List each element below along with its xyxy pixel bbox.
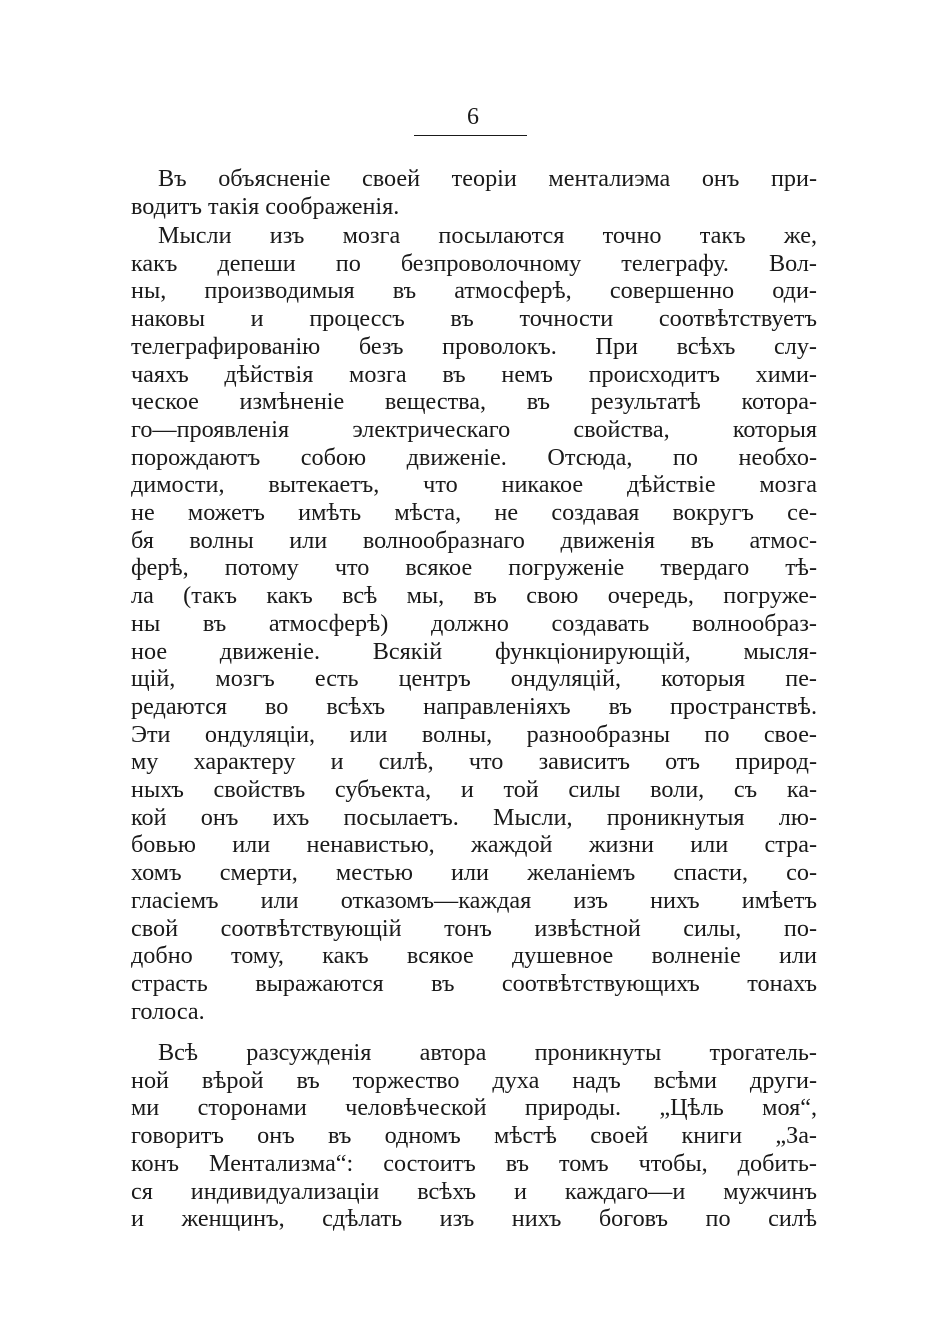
text-line: ныхъ свойствъ субъекта, и той силы воли, съ ка- — [131, 776, 817, 803]
text-line: ны, производимыя въ атмосферѣ, совершенно оди- — [131, 277, 817, 305]
text-line: Въ объясненіе своей теоріи менталиэма онъ при- — [158, 165, 817, 192]
text-line: наковы и процессъ въ точности соотвѣтствуетъ — [131, 305, 817, 333]
text-line: ся индивидуализаціи всѣхъ и каждаго—и мужчинъ — [131, 1177, 817, 1205]
text-line: водитъ такія соображенія. — [131, 192, 400, 220]
text-line: хомъ смерти, местью или желаніемъ спасти, со- — [131, 859, 817, 887]
text-line: кой онъ ихъ посылаетъ. Мысли, проникнутыя лю- — [131, 803, 817, 831]
text-line: телеграфированію безъ проволокъ. При всѣхъ слу- — [131, 332, 817, 360]
text-line: конъ Ментализма“: состоитъ въ томъ чтобы, добить- — [131, 1149, 817, 1177]
text-line: щій, мозгъ есть центръ ондуляцій, которыя пе- — [131, 665, 817, 693]
text-line: ны въ атмосферѣ) должно создавать волнообраз- — [131, 609, 817, 637]
page-number: 6 — [467, 104, 479, 130]
text-line: ферѣ, потому что всякое погруженіе твердаго тѣ- — [131, 554, 817, 582]
text-line: ми сторонами человѣческой природы. „Цѣль моя“, — [131, 1094, 817, 1122]
text-line: порождаютъ собою движеніе. Отсюда, по необхо- — [131, 443, 817, 471]
text-line: свой соотвѣтствующій тонъ извѣстной силы, по- — [131, 914, 817, 942]
text-line: го—проявленія электрическаго свойства, которыя — [131, 415, 817, 443]
text-line: страсть выражаются въ соотвѣтствующихъ тонахъ — [131, 969, 817, 997]
text-line: голоса. — [131, 997, 205, 1025]
text-line: димости, вытекаетъ, что никакое дѣйствіе мозга — [131, 471, 817, 499]
text-line: Мысли изъ мозга посылаются точно такъ же, — [158, 222, 817, 249]
text-line: говоритъ онъ въ одномъ мѣстѣ своей книги „За- — [131, 1122, 817, 1150]
text-line: ла (такъ какъ всѣ мы, въ свою очередь, погруже- — [131, 582, 817, 610]
text-line: бя волны или волнообразнаго движенія въ атмос- — [131, 526, 817, 554]
text-line: Эти ондуляціи, или волны, разнообразны по свое- — [131, 720, 817, 748]
text-line: бовью или ненавистью, жаждой жизни или стра- — [131, 831, 817, 859]
text-line: и женщинъ, сдѣлать изъ нихъ боговъ по силѣ — [131, 1205, 817, 1233]
text-line: ное движеніе. Всякій функціонирующій, мысля- — [131, 637, 817, 665]
text-line: ной вѣрой въ торжество духа надъ всѣми други- — [131, 1066, 817, 1094]
page-number-rule — [414, 135, 527, 136]
text-line: гласіемъ или отказомъ—каждая изъ нихъ имѣетъ — [131, 886, 817, 914]
text-line: не можетъ имѣть мѣста, не создавая вокругъ се- — [131, 499, 817, 526]
text-line: ческое измѣненіе вещества, въ результатѣ котора- — [131, 388, 817, 416]
text-line: добно тому, какъ всякое душевное волненіе или — [131, 942, 817, 970]
text-line: редаются во всѣхъ направленіяхъ въ пространствѣ. — [131, 692, 817, 720]
text-line: какъ депеши по безпроволочному телеграфу. Вол- — [131, 249, 817, 277]
text-line: му характеру и силѣ, что зависитъ отъ природ- — [131, 748, 817, 776]
text-line: Всѣ разсужденія автора проникнуты трогатель- — [158, 1039, 817, 1066]
text-line: чаяхъ дѣйствія мозга въ немъ происходитъ хими- — [131, 360, 817, 388]
